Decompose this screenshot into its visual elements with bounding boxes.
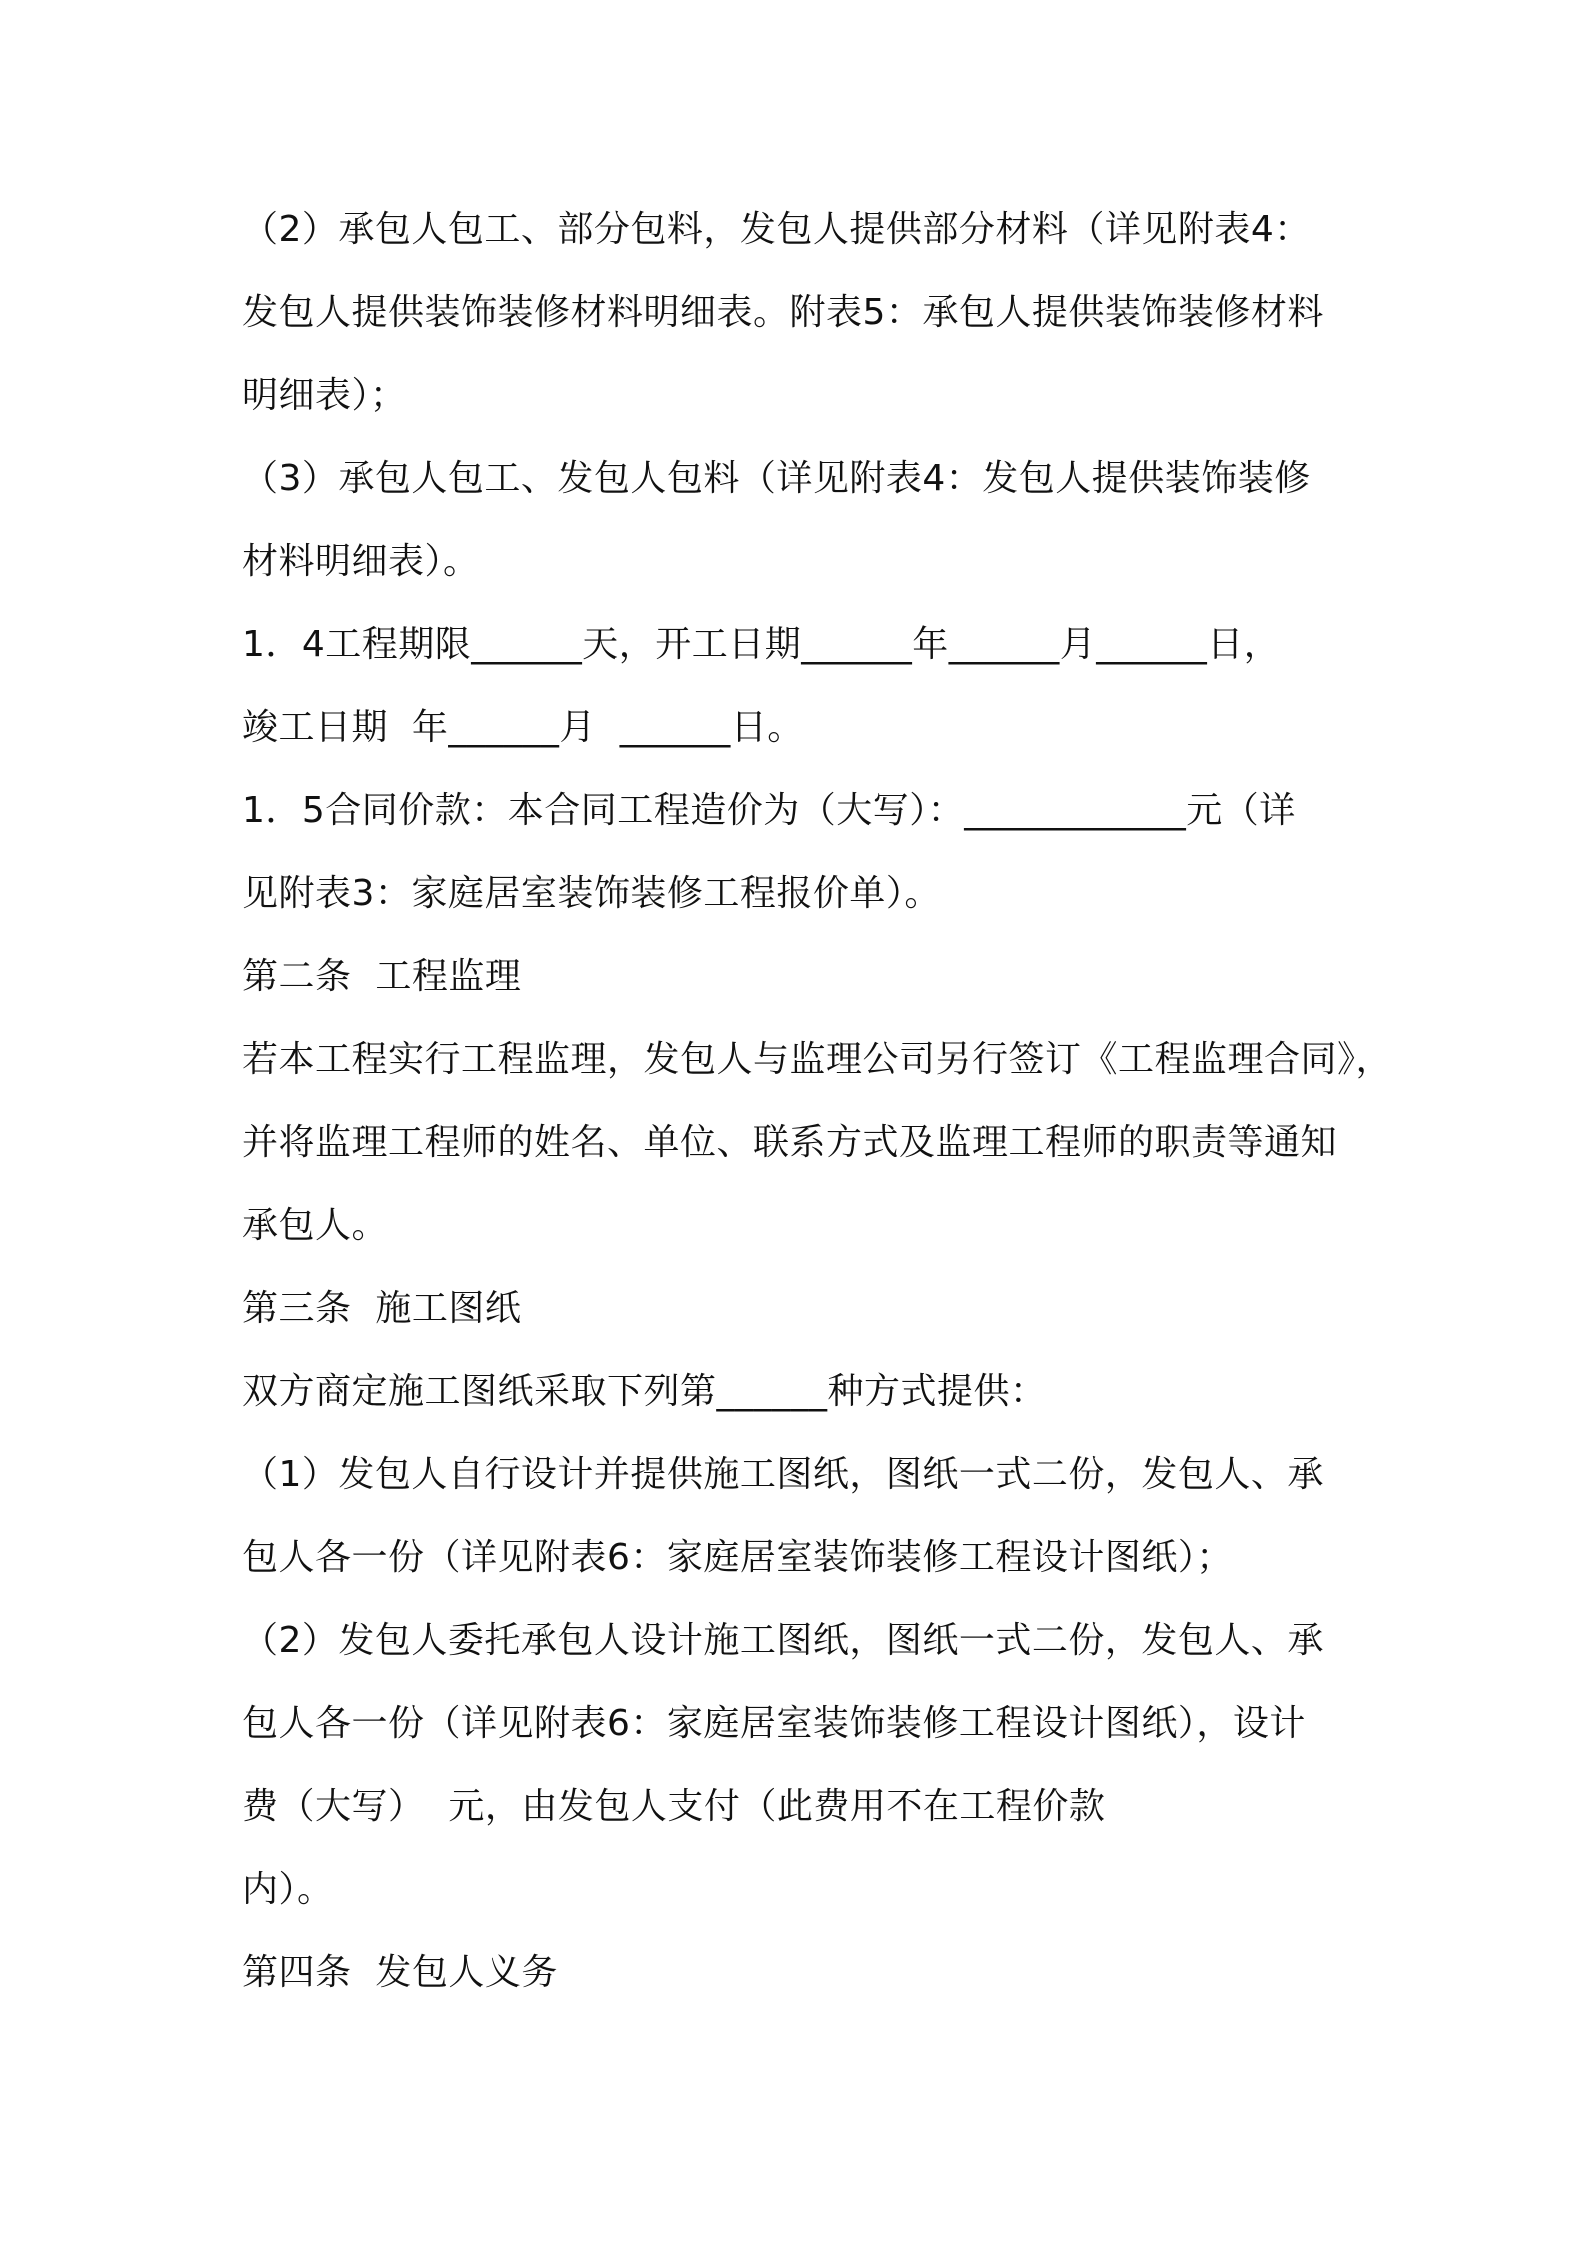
text-line: 包人各一份（详见附表6：家庭居室装饰装修工程设计图纸），设计 <box>242 1703 1306 1744</box>
text-line: 发包人提供装饰装修材料明细表。附表5：承包人提供装饰装修材料 <box>242 292 1324 333</box>
text-line: 1．4工程期限______天，开工日期______年______月______日， <box>242 624 1281 665</box>
text-line: 承包人。 <box>242 1205 389 1246</box>
text-line: 材料明细表）。 <box>242 541 480 582</box>
text-line: 包人各一份（详见附表6：家庭居室装饰装修工程设计图纸）； <box>242 1537 1233 1578</box>
text-line: （2）发包人委托承包人设计施工图纸，图纸一式二份，发包人、承 <box>242 1620 1324 1661</box>
text-line: （3）承包人包工、发包人包料（详见附表4：发包人提供装饰装修 <box>242 458 1311 499</box>
text-line: （2）承包人包工、部分包料，发包人提供部分材料（详见附表4： <box>242 209 1311 250</box>
text-line: 并将监理工程师的姓名、单位、联系方式及监理工程师的职责等通知 <box>242 1122 1338 1163</box>
text-line: 若本工程实行工程监理，发包人与监理公司另行签订《工程监理合同》， <box>242 1039 1393 1080</box>
section-heading: 第二条 工程监理 <box>242 956 522 997</box>
text-line: 费（大写） 元，由发包人支付（此费用不在工程价款 <box>242 1786 1106 1827</box>
text-line: 双方商定施工图纸采取下列第______种方式提供： <box>242 1371 1047 1412</box>
text-line: （1）发包人自行设计并提供施工图纸，图纸一式二份，发包人、承 <box>242 1454 1324 1495</box>
text-line: 明细表）； <box>242 375 407 416</box>
section-heading: 第四条 发包人义务 <box>242 1952 558 1993</box>
text-line: 竣工日期 年______月 ______日。 <box>242 707 804 748</box>
text-line: 1．5合同价款：本合同工程造价为（大写）：____________元（详 <box>242 790 1296 831</box>
text-line: 见附表3：家庭居室装饰装修工程报价单）。 <box>242 873 941 914</box>
text-line: 内）。 <box>242 1869 334 1910</box>
section-heading: 第三条 施工图纸 <box>242 1288 522 1329</box>
